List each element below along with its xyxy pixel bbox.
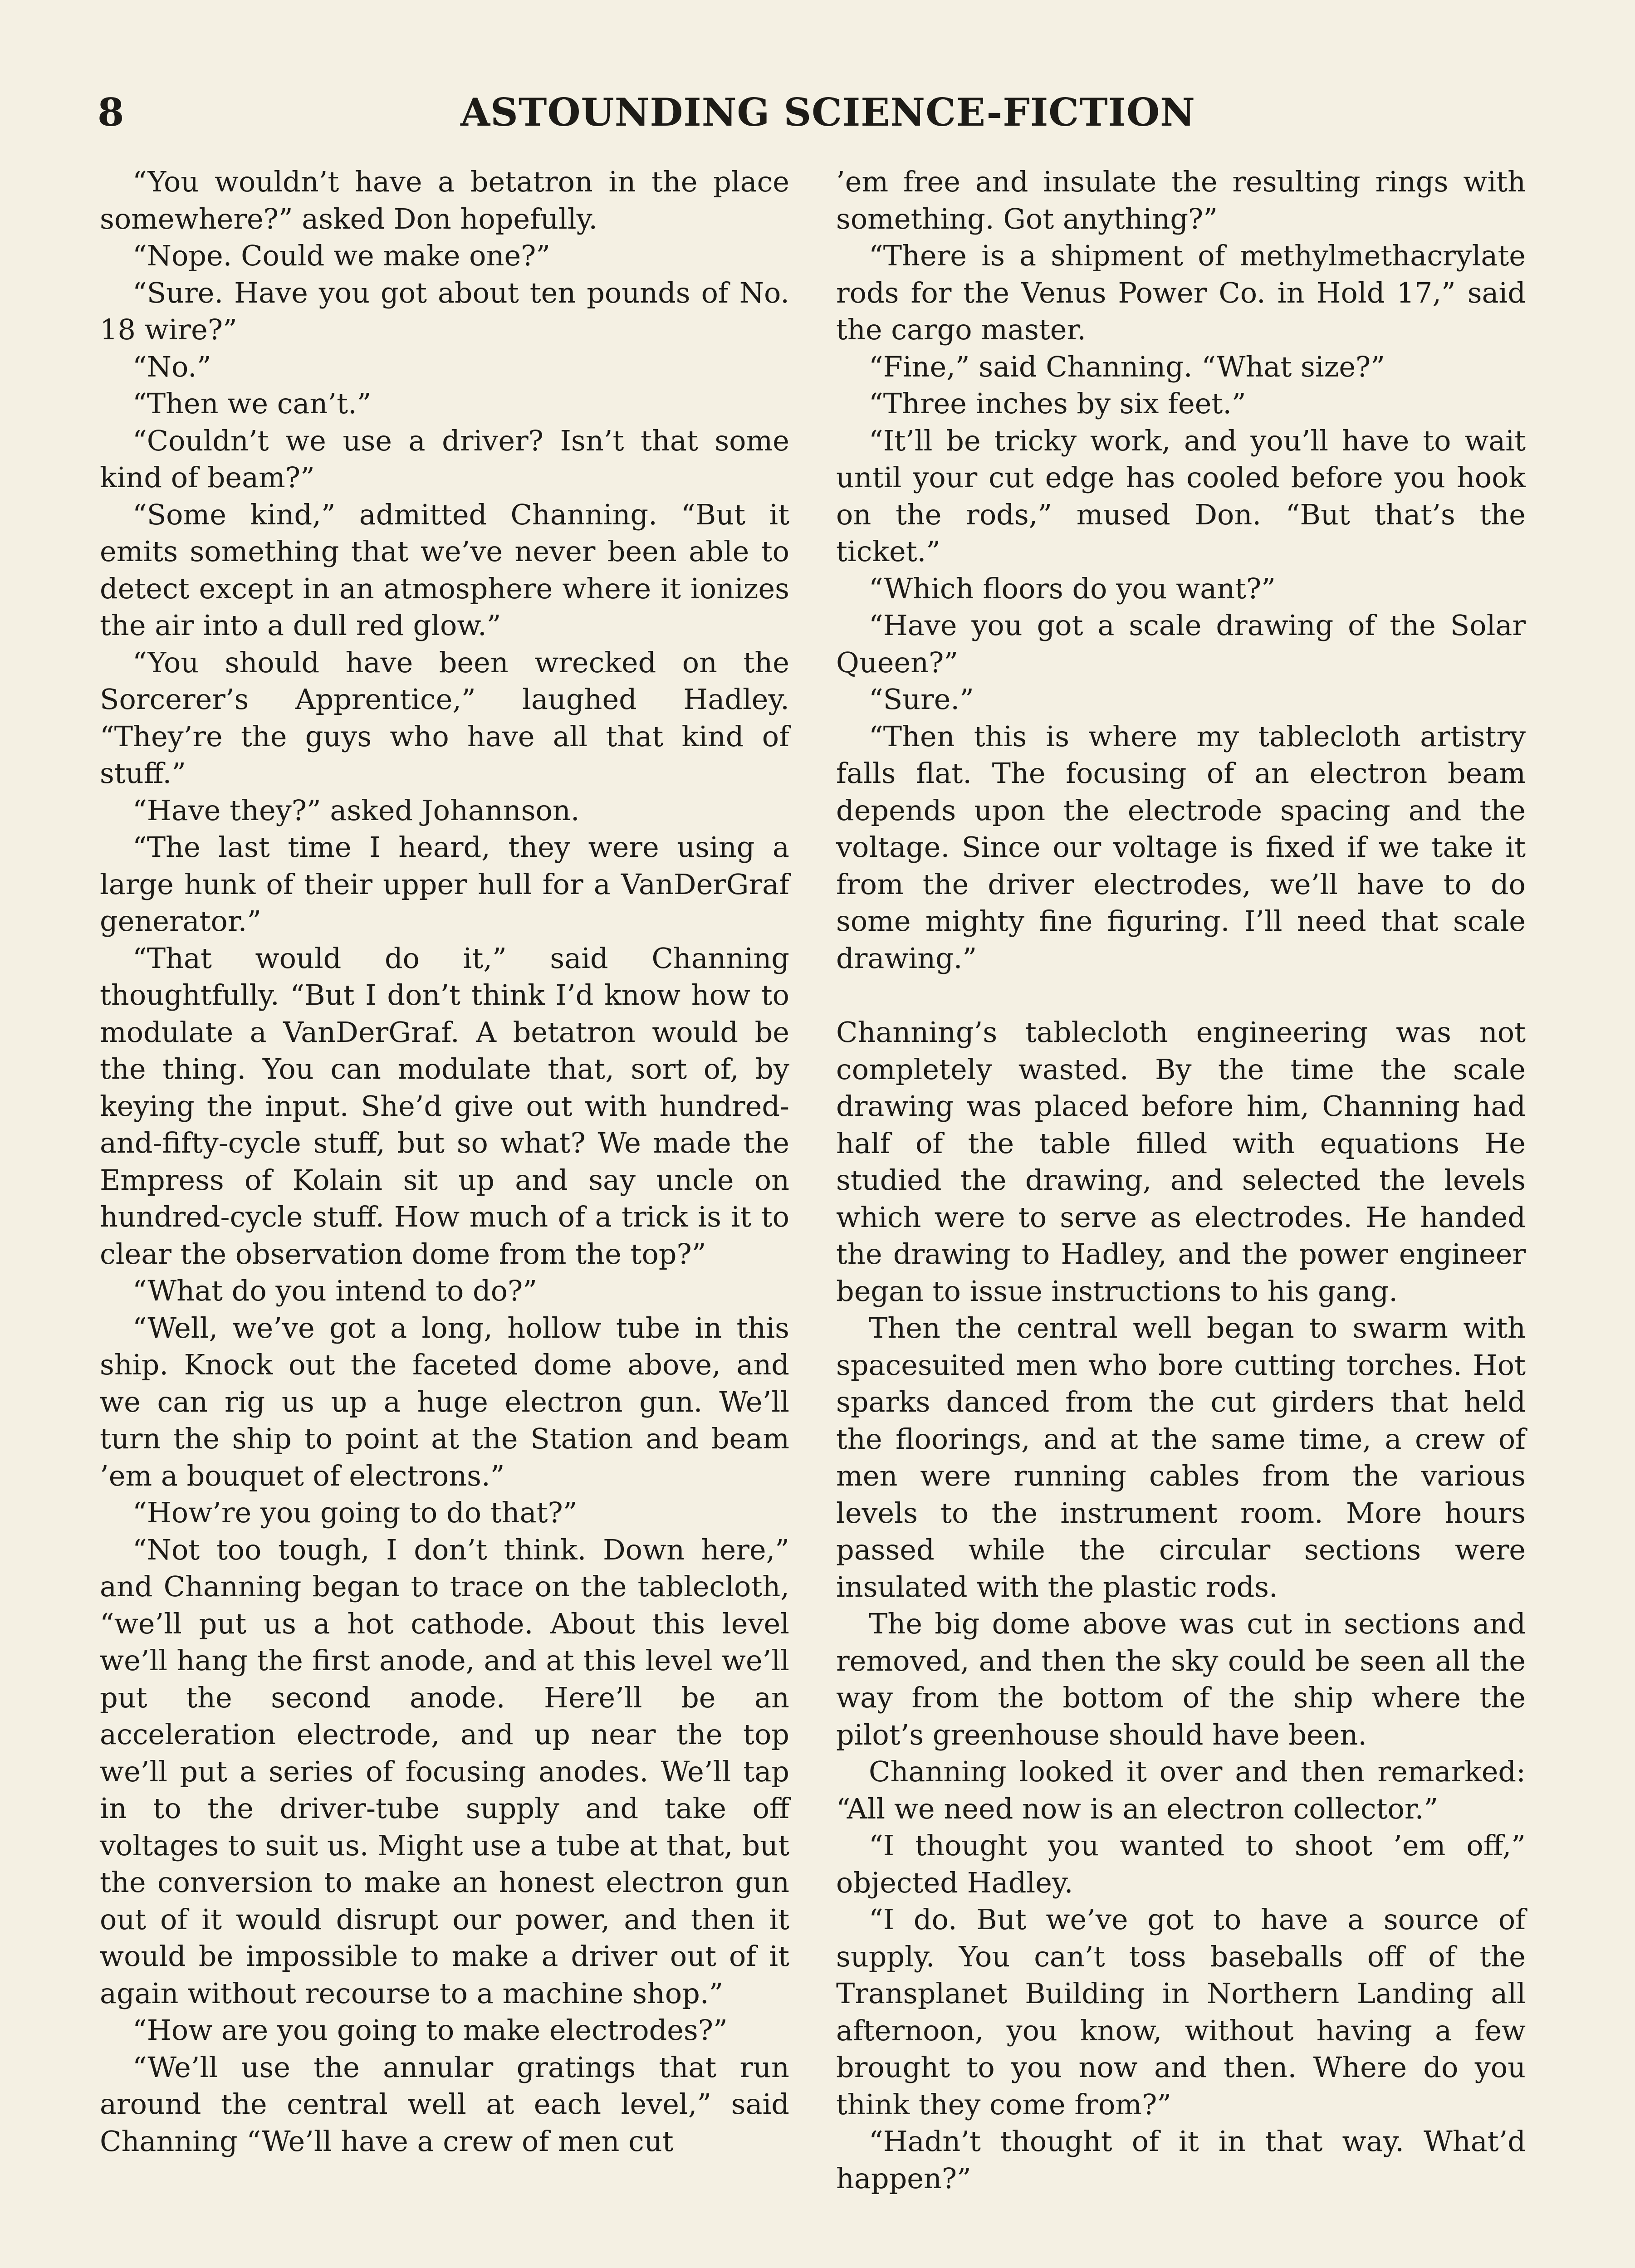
paragraph: “Have you got a scale drawing of the Solar Queen?” xyxy=(836,609,1526,679)
paragraph: “Sure.” xyxy=(869,683,974,716)
paragraph: “No.” xyxy=(132,350,211,383)
paragraph: “It’ll be tricky work, and you’ll have to wait until your cut edge has cooled before you hook on the rods,” mused Don. “But that’s the ticket.” xyxy=(836,424,1526,568)
paragraph: “How are you going to make electrodes?” xyxy=(132,2014,728,2047)
paragraph: “Not too tough, I don’t think. Down here,” and Channing began to trace on the tablecloth, “we’ll put us a hot cathode. About this level we’ll hang the first anode, and at this level we’ll put the second anode. Here’ll be an acceleration electrode, and up near the top we’ll put a series of focusing anodes. We’ll tap in to the driver-tube supply and take off voltages to suit us. Might use a tube at that, but the conversion to make an honest electron gun out of it would disrupt our power, and then it would be impossible to make a driver out of it again without recourse to a machine shop.” xyxy=(100,1533,789,2010)
paragraph: “Sure. Have you got about ten pounds of No. 18 wire?” xyxy=(100,276,789,346)
paragraph: “Some kind,” admitted Channing. “But it emits something that we’ve never been able to detect except in an atmosphere where it ionizes the air into a dull red glow.” xyxy=(100,498,789,642)
paragraph: “Which floors do you want?” xyxy=(869,572,1276,605)
paragraph: “Couldn’t we use a driver? Isn’t that some kind of beam?” xyxy=(100,424,789,494)
paragraph: “You wouldn’t have a betatron in the place somewhere?” asked Don hopefully. xyxy=(100,165,789,235)
paragraph: “What do you intend to do?” xyxy=(132,1274,537,1307)
left-column xyxy=(100,163,789,2160)
paragraph: “Then we can’t.” xyxy=(132,387,372,420)
paragraph: Then the central well began to swarm with spacesuited men who bore cutting torches. Hot sparks danced from the cut girders that held the floorings, and at the same time, a crew of men were running cables from the various levels to the instrument room. More hours passed while the circular sections were insulated with the plastic rods. xyxy=(836,1311,1526,1603)
paragraph: “Fine,” said Channing. “What size?” xyxy=(869,350,1385,383)
paragraph: “I thought you wanted to shoot ’em off,” objected Hadley. xyxy=(836,1829,1526,1899)
page-header xyxy=(98,90,1631,144)
paragraph: Channing’s tablecloth engineering was not completely wasted. By the time the scale drawing was placed before him, Channing had half of the table filled with equations He studied the drawing, and selected the levels which were to serve as electrodes. He handed the drawing to Hadley, and the power engineer began to issue instructions to his gang. xyxy=(836,1016,1526,1308)
paragraph: ’em free and insulate the resulting rings with something. Got anything?” xyxy=(836,165,1526,235)
paragraph: “We’ll use the annular gratings that run around the central well at each level,” said Channing “We’ll have a crew of men cut xyxy=(100,2050,789,2158)
paragraph: “How’re you going to do that?” xyxy=(132,1496,578,1529)
paragraph: Channing looked it over and then remarked: “All we need now is an electron collector.” xyxy=(836,1755,1526,1825)
paragraph: “Hadn’t thought of it in that way. What’d happen?” xyxy=(836,2125,1526,2195)
paragraph: “Have they?” asked Johannson. xyxy=(132,793,580,827)
running-head: ASTOUNDING SCIENCE-FICTION xyxy=(460,90,1195,135)
paragraph: “Well, we’ve got a long, hollow tube in this ship. Knock out the faceted dome above, and we can rig us up a huge electron gun. We’ll turn the ship to point at the Station and beam ’em a bouquet of electrons.” xyxy=(100,1311,789,1492)
paragraph: “The last time I heard, they were using a large hunk of their upper hull for a VanDerGraf generator.” xyxy=(100,831,789,938)
paragraph: “That would do it,” said Channing thoughtfully. “But I don’t think I’d know how to modulate a VanDerGraf. A betatron would be the thing. You can modulate that, sort of, by keying the input. She’d give out with hundred-and-fifty-cycle stuff, but so what? We made the Empress of Kolain sit up and say uncle on hundred-cycle stuff. How much of a trick is it to clear the observation dome from the top?” xyxy=(100,941,789,1271)
right-column xyxy=(836,163,1526,2197)
paragraph: “There is a shipment of methylmethacrylate rods for the Venus Power Co. in Hold 17,” said the cargo master. xyxy=(836,239,1526,346)
paragraph: The big dome above was cut in sections and removed, and then the sky could be seen all the way from the bottom of the ship where the pilot’s greenhouse should have been. xyxy=(836,1607,1526,1751)
paragraph: “I do. But we’ve got to have a source of supply. You can’t toss baseballs off of the Transplanet Building in Northern Landing all afternoon, you know, without having a few brought to you now and then. Where do you think they come from?” xyxy=(836,1903,1526,2121)
section-break xyxy=(836,977,1526,1014)
paragraph: “Nope. Could we make one?” xyxy=(132,239,551,272)
paragraph: “You should have been wrecked on the Sorcerer’s Apprentice,” laughed Hadley. “They’re the guys who have all that kind of stuff.” xyxy=(100,645,789,790)
paragraph: “Three inches by six feet.” xyxy=(869,387,1246,420)
paragraph: “Then this is where my tablecloth artistry falls flat. The focusing of an electron beam depends upon the electrode spacing and the voltage. Since our voltage is fixed if we take it from the driver electrodes, we’ll have to do some mighty fine figuring. I’ll need that scale drawing.” xyxy=(836,719,1526,975)
page-number: 8 xyxy=(98,90,124,135)
